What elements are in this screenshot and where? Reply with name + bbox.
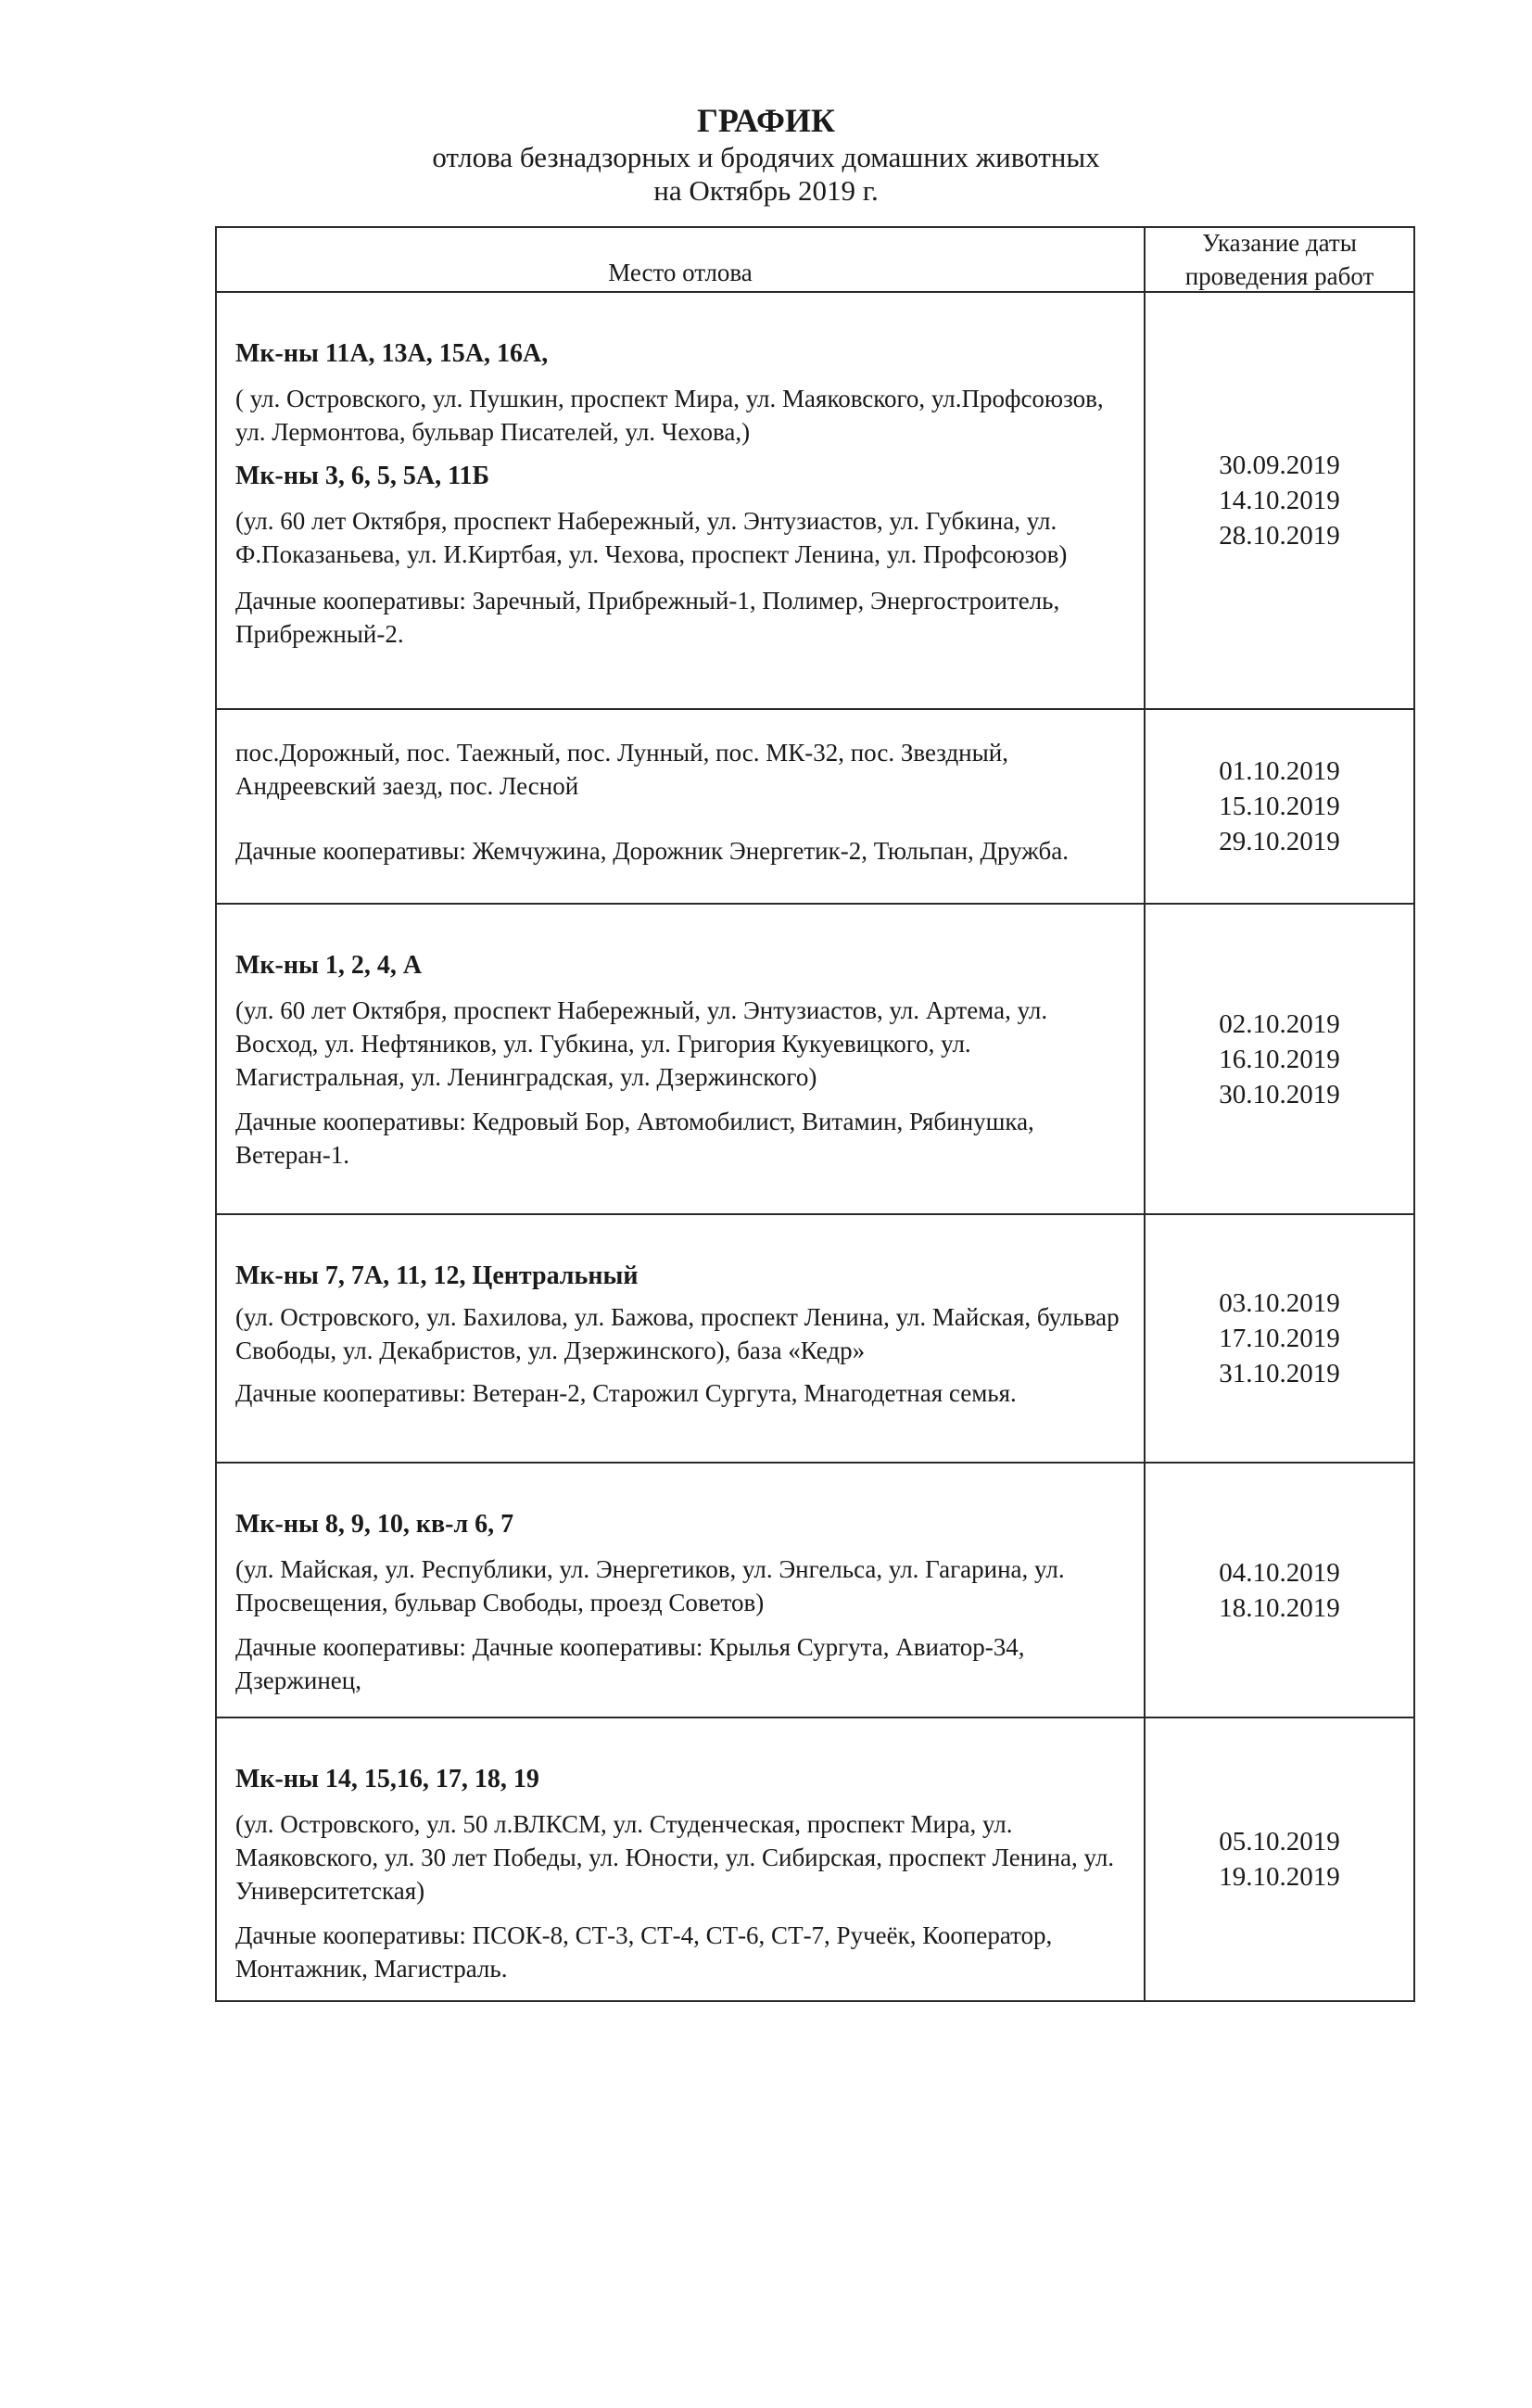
coop-list: Дачные кооперативы: Жемчужина, Дорожник Энергетик-2, Тюльпан, Дружба. xyxy=(235,837,1070,865)
document-period: на Октябрь 2019 г. xyxy=(653,174,879,207)
date-value: 01.10.2019 xyxy=(1219,756,1340,786)
date-value: 02.10.2019 xyxy=(1219,1008,1340,1039)
street-list: ( ул. Островского, ул. Пушкин, проспект Мира, ул. Маяковского, ул.Профсоюзов, ул. Лермонтова, бульвар Писателей, ул. Чехова,) xyxy=(235,385,1104,446)
table-header-row xyxy=(217,228,1413,291)
date-value: 03.10.2019 xyxy=(1219,1288,1340,1318)
street-list: (ул. 60 лет Октября, проспект Набережный, ул. Энтузиастов, ул. Артема, ул. Восход, ул. Нефтяников, ул. Губкина, ул. Григория Кукуевицкого, ул. Магистральная, ул. Ленинградская, ул. Дзержинского) xyxy=(235,996,1048,1091)
coop-list: Дачные кооперативы: Кедровый Бор, Автомобилист, Витамин, Рябинушка, Ветеран-1. xyxy=(235,1108,1034,1169)
table-row xyxy=(217,1717,1413,2000)
date-value: 14.10.2019 xyxy=(1219,486,1340,515)
table-row xyxy=(217,903,1413,1213)
place-cell xyxy=(217,905,1146,1213)
district-title: Мк-ны 7, 7А, 11, 12, Центральный xyxy=(235,1261,639,1290)
date-value: 17.10.2019 xyxy=(1219,1324,1340,1353)
street-list: (ул. Островского, ул. Бахилова, ул. Бажова, проспект Ленина, ул. Майская, бульвар Свободы, ул. Декабристов, ул. Дзержинского), база «Кедр» xyxy=(235,1303,1120,1364)
table-row xyxy=(217,708,1413,903)
header-dates xyxy=(1146,228,1413,291)
district-title: Мк-ны 14, 15,16, 17, 18, 19 xyxy=(235,1765,539,1793)
district-title: Мк-ны 1, 2, 4, А xyxy=(235,951,423,980)
street-list: пос.Дорожный, пос. Таежный, пос. Лунный, пос. МК-32, пос. Звездный, Андреевский заезд, пос. Лесной xyxy=(235,739,1008,800)
place-cell xyxy=(217,710,1146,903)
dates-cell xyxy=(1146,1718,1413,2000)
place-cell xyxy=(217,1718,1146,2000)
dates-cell xyxy=(1146,293,1413,708)
district-title: Мк-ны 11А, 13А, 15А, 16А, xyxy=(235,339,549,368)
header-dates-line1: Указание даты xyxy=(1202,229,1357,257)
dates-cell xyxy=(1146,1215,1413,1462)
table-row xyxy=(217,1213,1413,1462)
date-value: 30.09.2019 xyxy=(1219,450,1340,480)
street-list: (ул. Островского, ул. 50 л.ВЛКСМ, ул. Студенческая, проспект Мира, ул. Маяковского, ул. 30 лет Победы, ул. Юности, ул. Сибирская, проспект Ленина, ул. Университетская) xyxy=(235,1810,1115,1905)
place-cell xyxy=(217,1464,1146,1717)
date-value: 18.10.2019 xyxy=(1219,1592,1340,1623)
date-value: 29.10.2019 xyxy=(1219,827,1340,856)
place-cell xyxy=(217,293,1146,708)
date-value: 28.10.2019 xyxy=(1219,521,1340,551)
document-subtitle: отлова безнадзорных и бродячих домашних животных xyxy=(432,141,1100,173)
street-list: (ул. 60 лет Октября, проспект Набережный, ул. Энтузиастов, ул. Губкина, ул. Ф.Показаньева, ул. И.Киртбая, ул. Чехова, проспект Ленина, ул. Профсоюзов) xyxy=(235,507,1068,568)
date-value: 31.10.2019 xyxy=(1219,1359,1340,1388)
district-title: Мк-ны 8, 9, 10, кв-л 6, 7 xyxy=(235,1510,514,1539)
header-place-label: Место отлова xyxy=(608,259,753,286)
table-row xyxy=(217,291,1413,708)
schedule-table xyxy=(215,226,1415,2002)
header-place xyxy=(217,228,1146,291)
date-value: 05.10.2019 xyxy=(1219,1827,1340,1857)
dates-cell xyxy=(1146,710,1413,903)
district-title: Мк-ны 3, 6, 5, 5А, 11Б xyxy=(235,462,490,490)
document-header xyxy=(0,100,1532,208)
coop-list: Дачные кооперативы: Заречный, Прибрежный-1, Полимер, Энергостроитель, Прибрежный-2. xyxy=(235,587,1060,648)
header-dates-line2: проведения работ xyxy=(1184,262,1374,290)
document-title: ГРАФИК xyxy=(696,102,836,139)
coop-list: Дачные кооперативы: Дачные кооперативы: Крылья Сургута, Авиатор-34, Дзержинец, xyxy=(235,1633,1025,1694)
place-cell xyxy=(217,1215,1146,1462)
coop-list: Дачные кооперативы: Ветеран-2, Старожил Сургута, Мнагодетная семья. xyxy=(235,1379,1017,1407)
dates-cell xyxy=(1146,905,1413,1213)
date-value: 19.10.2019 xyxy=(1219,1862,1340,1892)
coop-list: Дачные кооперативы: ПСОК-8, СТ-3, СТ-4, СТ-6, СТ-7, Ручеёк, Кооператор, Монтажник, Магистраль. xyxy=(235,1921,1053,1983)
dates-cell xyxy=(1146,1464,1413,1717)
table-row xyxy=(217,1462,1413,1717)
date-value: 04.10.2019 xyxy=(1219,1557,1340,1588)
date-value: 30.10.2019 xyxy=(1219,1079,1340,1109)
date-value: 15.10.2019 xyxy=(1219,792,1340,821)
date-value: 16.10.2019 xyxy=(1219,1044,1340,1074)
street-list: (ул. Майская, ул. Республики, ул. Энергетиков, ул. Энгельса, ул. Гагарина, ул. Просвещения, бульвар Свободы, проезд Советов) xyxy=(235,1555,1065,1616)
